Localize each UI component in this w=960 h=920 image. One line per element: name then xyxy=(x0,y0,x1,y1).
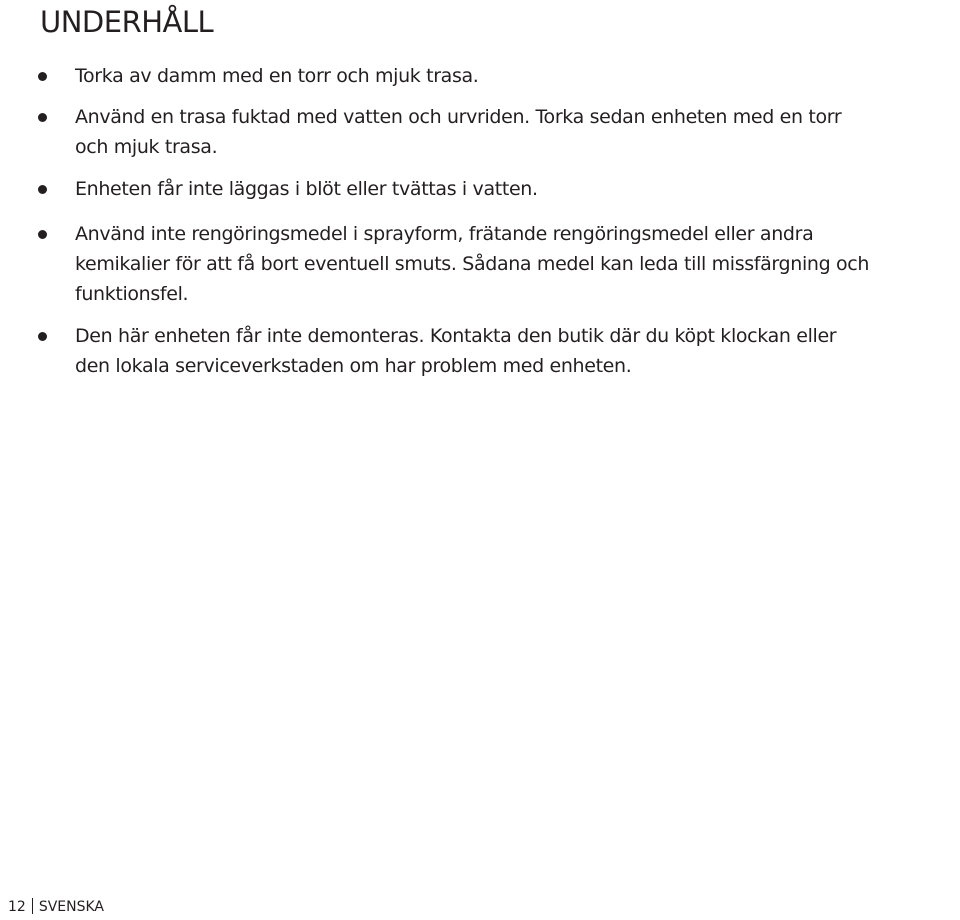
bullet-icon xyxy=(38,185,47,194)
list-item-text xyxy=(75,321,960,381)
list-item-line: och mjuk trasa. xyxy=(75,136,218,158)
list-item-line: Använd en trasa fuktad med vatten och urvriden. Torka sedan enheten med en torr xyxy=(75,106,842,128)
footer-language: SVENSKA xyxy=(38,899,105,915)
list-item-line: den lokala serviceverkstaden om har problem med enheten. xyxy=(75,355,632,377)
list-item-line: funktionsfel. xyxy=(75,283,189,305)
list-item-line: Torka av damm med en torr och mjuk trasa. xyxy=(75,65,479,87)
page-number: 12 xyxy=(8,899,26,915)
list-item-text xyxy=(75,61,960,91)
bullet-icon xyxy=(38,230,47,239)
list-item-text xyxy=(75,174,960,204)
list-item-line: Enheten får inte läggas i blöt eller tvättas i vatten. xyxy=(75,178,538,200)
page-footer xyxy=(8,897,104,917)
section-heading: UNDERHÅLL xyxy=(40,5,214,39)
footer-divider xyxy=(32,898,33,914)
list-item-line: Den här enheten får inte demonteras. Kontakta den butik där du köpt klockan eller xyxy=(75,325,837,347)
bullet-icon xyxy=(38,332,47,341)
list-item-text xyxy=(75,102,960,162)
bullet-icon xyxy=(38,72,47,81)
bullet-icon xyxy=(38,113,47,122)
list-item-line: Använd inte rengöringsmedel i sprayform, frätande rengöringsmedel eller andra xyxy=(75,223,814,245)
list-item-text xyxy=(75,219,960,309)
list-item-line: kemikalier för att få bort eventuell smuts. Sådana medel kan leda till missfärgning och xyxy=(75,253,870,275)
